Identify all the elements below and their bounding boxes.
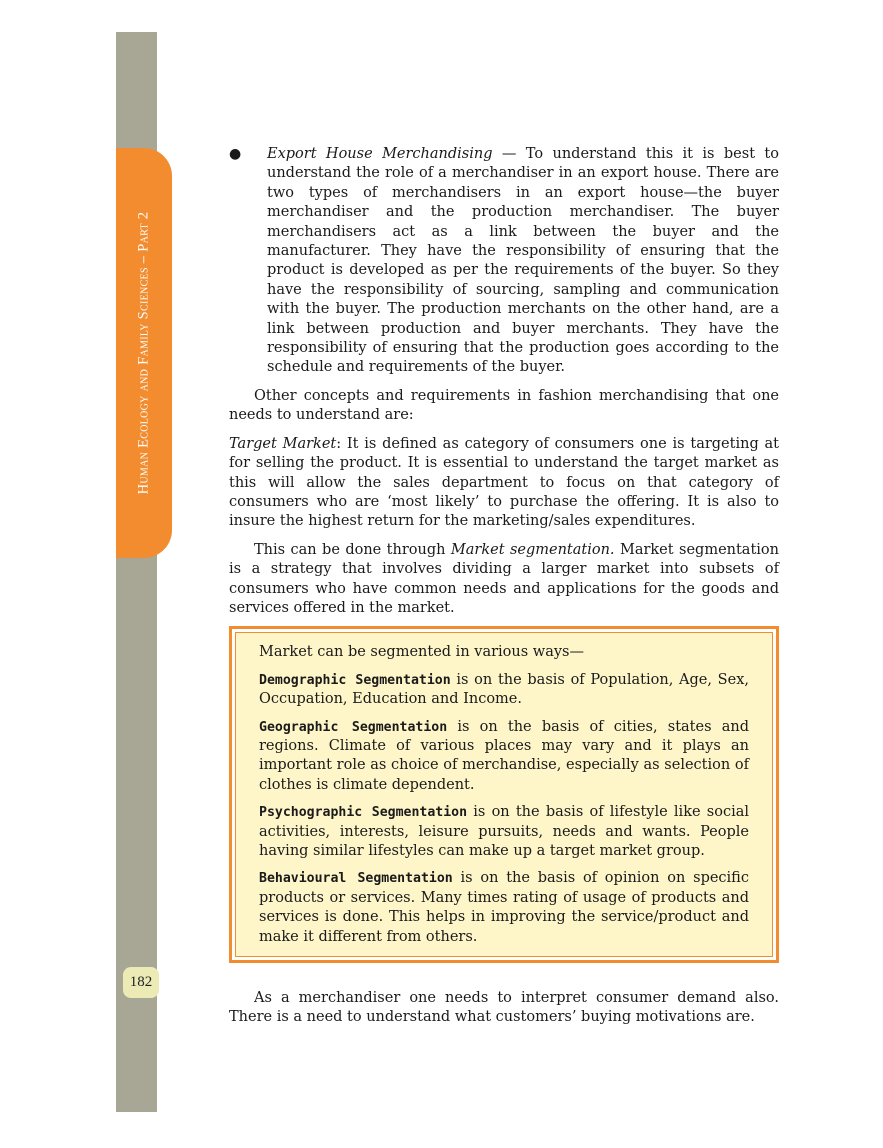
bullet-item bbox=[229, 145, 779, 378]
main-content bbox=[229, 145, 779, 1028]
segmentation-term: Market segmentation. bbox=[450, 541, 615, 558]
paragraph-target-market bbox=[229, 435, 779, 532]
bullet-term: Export House Merchandising bbox=[267, 146, 493, 162]
box-term: Geographic Segmentation bbox=[259, 719, 448, 735]
segmentation-box bbox=[229, 626, 779, 963]
paragraph-final: As a merchandiser one needs to interpret consumer demand also. There is a need to understand what customers’ buying motivations are. bbox=[229, 990, 779, 1026]
target-market-term: Target Market bbox=[229, 435, 337, 452]
page-number: 182 bbox=[123, 967, 159, 998]
box-item-behavioural bbox=[259, 869, 749, 947]
paragraph-other-concepts: Other concepts and requirements in fashion merchandising that one needs to understand are: bbox=[229, 387, 779, 424]
segmentation-box-inner bbox=[235, 632, 773, 957]
box-term: Behavioural Segmentation bbox=[259, 871, 453, 887]
target-market-text: : It is defined as category of consumers one is targeting at for selling the product. It is essential to understand the target market as this will allow the sales department to focus on that category of consumers who are ‘most likely’ to purchase the offering. It is also to insure the highest return for the marketing/sales expenditures. bbox=[229, 435, 779, 530]
segmentation-text-before: This can be done through bbox=[254, 541, 451, 558]
bullet-text: — To understand this it is best to understand the role of a merchandiser in an export house. There are two types of merchandisers in an export house—the buyer merchandiser and the production merchandiser. The buyer merchandisers act as a link between the buyer and the manufacturer. They have the responsibility of ensuring that the product is developed as per the requirements of the buyer. So they have the responsibility of sourcing, sampling and communication with the buyer. The production merchants on the other hand, are a link between production and buyer merchants. They have the responsibility of ensuring that the production goes according to the schedule and requirements of the buyer. bbox=[267, 146, 779, 376]
box-item-geographic bbox=[259, 718, 749, 796]
bullet-icon: ● bbox=[229, 146, 242, 162]
box-text: is on the basis of lifestyle like social activities, interests, leisure pursuits, needs and wants. People having similar lifestyles can make up a target market group. bbox=[259, 804, 749, 859]
box-text: is on the basis of opinion on specific products or services. Many times rating of usage of products and services is done. This helps in improving the service/product and make it different from others. bbox=[259, 870, 749, 945]
segmentation-text-after: Market segmentation is a strategy that involves dividing a larger market into subsets of consumers who have common needs and applications for the goods and services offered in the market. bbox=[229, 541, 779, 616]
bullet-paragraph bbox=[267, 145, 779, 378]
paragraph-segmentation bbox=[229, 541, 779, 619]
box-item-psychographic bbox=[259, 803, 749, 861]
box-term: Demographic Segmentation bbox=[259, 672, 451, 688]
box-term: Psychographic Segmentation bbox=[259, 805, 468, 821]
box-text: is on the basis of cities, states and regions. Climate of various places may vary and it plays an important role as choice of merchandise, especially as selection of clothes is climate dependent. bbox=[259, 718, 749, 793]
box-item-demographic bbox=[259, 671, 749, 710]
box-text: is on the basis of Population, Age, Sex, Occupation, Education and Income. bbox=[259, 671, 749, 708]
running-title: Human Ecology and Family Sciences – Part 2 bbox=[135, 211, 152, 495]
box-intro: Market can be segmented in various ways— bbox=[259, 644, 584, 661]
